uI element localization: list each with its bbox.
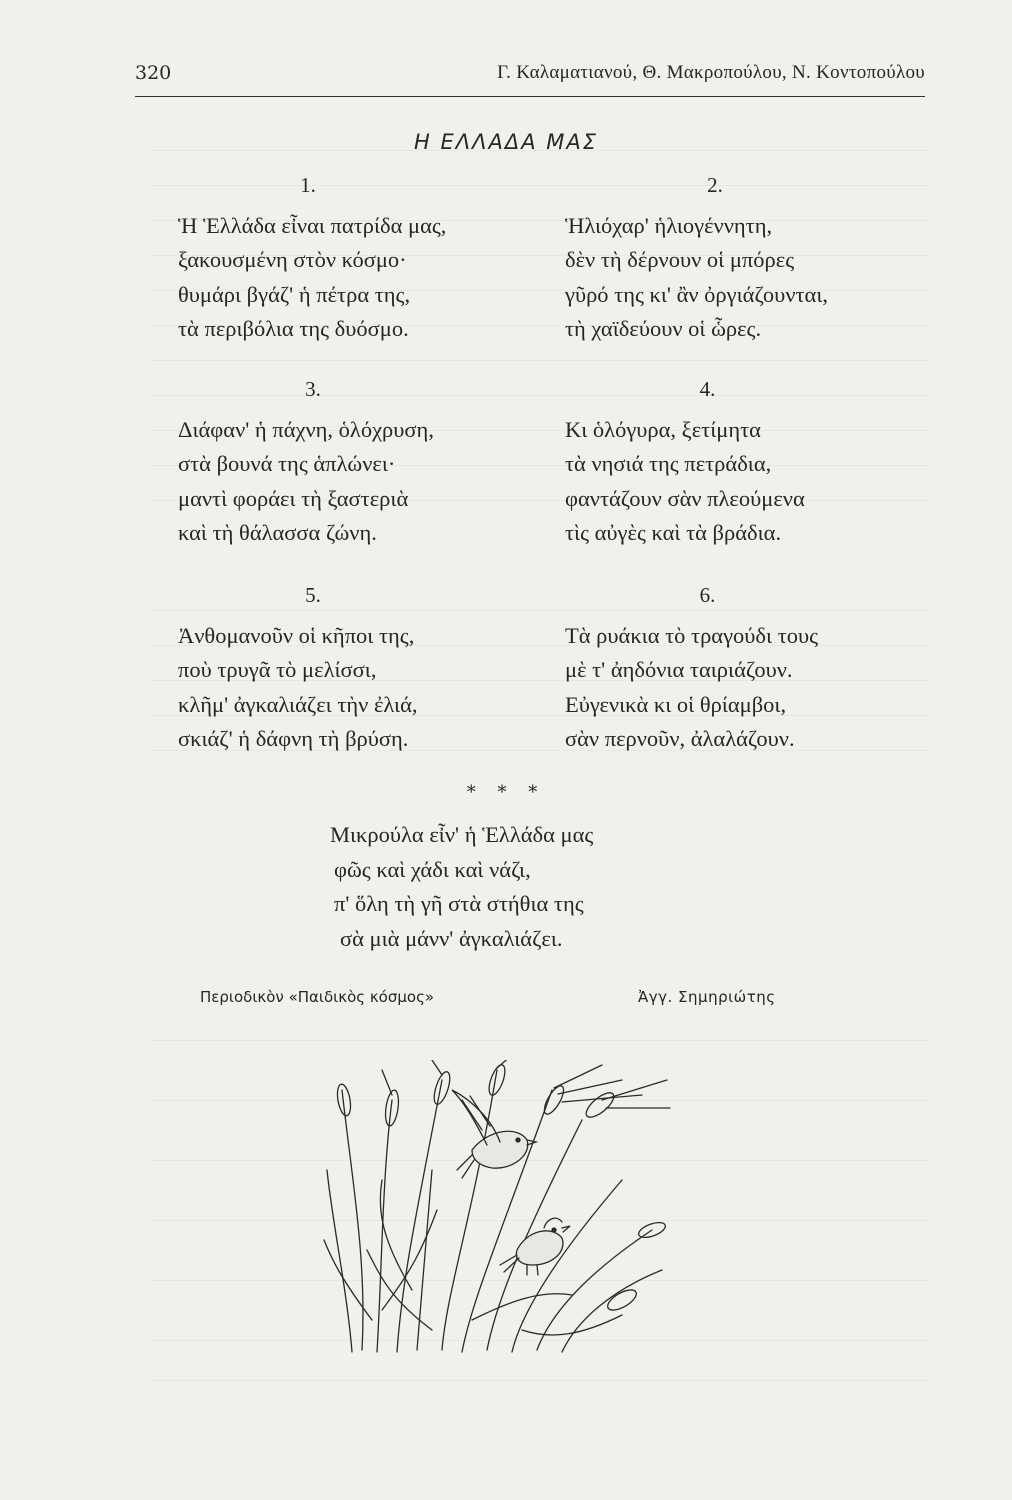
- poem-line: Ἡ Ἑλλάδα εἶναι πατρίδα μας,: [178, 212, 447, 238]
- poem-line: ξακουσμένη στὸν κόσμο·: [178, 247, 407, 272]
- poem-line: τὴ χαϊδεύουν οἱ ὧρες.: [565, 316, 762, 341]
- poem-line: π' ὅλη τὴ γῆ στὰ στήθια της: [334, 891, 584, 916]
- stanza-number: 1.: [300, 173, 316, 197]
- stanza-number: 6.: [699, 583, 716, 607]
- poem-line: τὰ νησιά της πετράδια,: [565, 451, 772, 476]
- stanza-number: 3.: [305, 377, 321, 401]
- poem-line: Διάφαν' ἡ πάχνη, ὁλόχρυση,: [178, 416, 434, 442]
- poem-line: φῶς καὶ χάδι καὶ νάζι,: [334, 856, 531, 882]
- poem-line: δὲν τὴ δέρνουν οἱ μπόρες: [565, 247, 795, 272]
- poem-line: καὶ τὴ θάλασσα ζώνη.: [178, 520, 377, 545]
- running-head-authors: Γ. Καλαματιανού, Θ. Μακροπούλου, Ν. Κοντοπούλου: [497, 62, 925, 83]
- poem-line: Ἡλιόχαρ' ἡλιογέννητη,: [565, 212, 773, 238]
- poem-line: σκιάζ' ἡ δάφνη τὴ βρύση.: [178, 726, 409, 751]
- poem-line: Ἀνθομανοῦν οἱ κῆποι της,: [178, 622, 415, 648]
- header-rule: [135, 96, 925, 97]
- stanza-5: [178, 578, 448, 757]
- running-header: [135, 62, 925, 96]
- poem-line: θυμάρι βγάζ' ἡ πέτρα της,: [178, 281, 411, 307]
- poem-line: Εὐγενικὰ κι οἱ θρίαμβοι,: [565, 691, 787, 717]
- stanza-6: [565, 578, 850, 757]
- poem-line: γῦρό της κι' ἂν ὀργιάζουνται,: [565, 281, 829, 307]
- birds-in-wheat-illustration: [322, 1060, 672, 1360]
- stanza-number: 2.: [707, 173, 723, 197]
- poem-line: μαντὶ φοράει τὴ ξαστεριὰ: [178, 485, 409, 511]
- poem-line: Κι ὁλόγυρα, ξετίμητα: [565, 416, 761, 442]
- poem-author: Ἀγγ. Σημηριώτης: [638, 988, 776, 1006]
- stanza-1: [178, 168, 446, 347]
- poem-line: Τὰ ρυάκια τὸ τραγούδι τους: [565, 622, 819, 648]
- poem-line: Μικρούλα εἶν' ἡ Ἑλλάδα μας: [330, 822, 594, 847]
- stanza-number: 4.: [699, 377, 716, 401]
- poem-line: μὲ τ' ἀηδόνια ταιριάζουν.: [565, 657, 793, 682]
- poem-line: τὰ περιβόλια της δυόσμο.: [178, 316, 409, 341]
- poem-line: σὰ μιὰ μάνν' ἀγκαλιάζει.: [340, 925, 563, 951]
- stanza-number: 5.: [305, 583, 321, 607]
- source-citation: Περιοδικὸν «Παιδικὸς κόσμος»: [200, 988, 435, 1006]
- poem-line: κλῆμ' ἀγκαλιάζει τὴν ἐλιά,: [178, 691, 418, 717]
- final-stanza: [330, 818, 593, 956]
- stanza-3: [178, 372, 448, 551]
- poem-line: στὰ βουνά της ἁπλώνει·: [178, 451, 396, 476]
- page-number: 320: [135, 62, 172, 84]
- poem-line: σὰν περνοῦν, ἀλαλάζουν.: [565, 726, 795, 751]
- poem-title: Η ΕΛΛΑΔΑ ΜΑΣ: [414, 130, 598, 154]
- poem-line: ποὺ τρυγᾶ τὸ μελίσσι,: [178, 657, 377, 682]
- poem-line: φαντάζουν σὰν πλεούμενα: [565, 485, 805, 511]
- stanza-2: [565, 168, 865, 347]
- stanza-4: [565, 372, 850, 551]
- poem-line: τὶς αὐγὲς καὶ τὰ βράδια.: [565, 520, 782, 545]
- section-separator: * * *: [466, 782, 546, 803]
